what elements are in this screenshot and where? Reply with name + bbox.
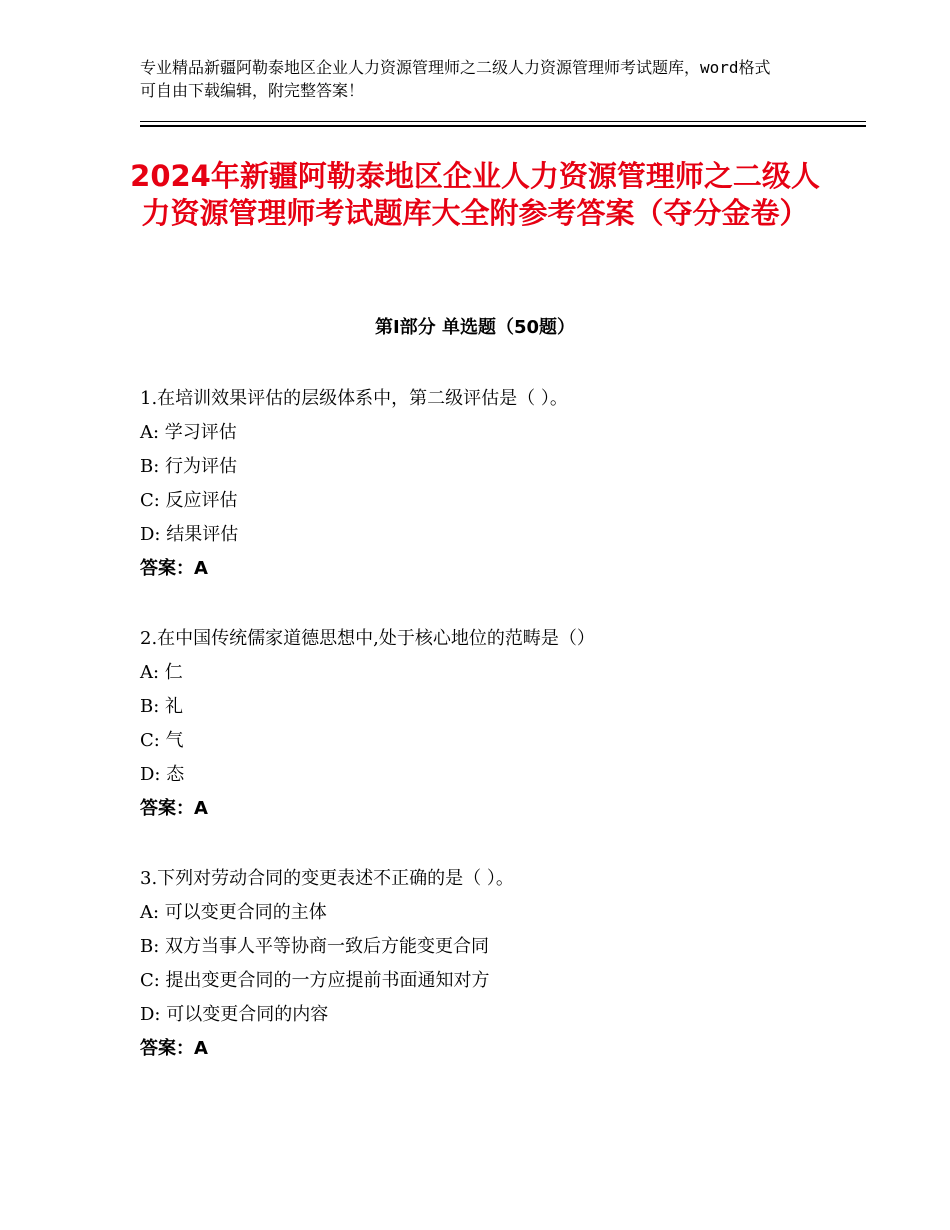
option-c: C: 提出变更合同的一方应提前书面通知对方 <box>140 970 490 991</box>
header-divider-thick <box>140 125 866 127</box>
header-note: 专业精品新疆阿勒泰地区企业人力资源管理师之二级人力资源管理师考试题库，word格式可自由下载编辑，附完整答案！ <box>140 58 771 100</box>
answer-line: 答案：A <box>140 798 208 819</box>
option-a: A: 学习评估 <box>140 422 237 443</box>
question-stem: 2.在中国传统儒家道德思想中,处于核心地位的范畴是（） <box>140 628 595 649</box>
option-a: A: 可以变更合同的主体 <box>140 902 327 923</box>
option-a: A: 仁 <box>140 662 183 683</box>
option-d: D: 结果评估 <box>140 524 239 545</box>
header-divider-thin <box>140 121 866 122</box>
question-list <box>140 382 840 1102</box>
question-stem: 3.下列对劳动合同的变更表述不正确的是（ ）。 <box>140 868 514 889</box>
option-b: B: 行为评估 <box>140 456 238 477</box>
question-3 <box>140 862 840 1066</box>
answer-line: 答案：A <box>140 1038 208 1059</box>
option-b: B: 礼 <box>140 696 184 717</box>
option-d: D: 态 <box>140 764 185 785</box>
answer-line: 答案：A <box>140 558 208 579</box>
option-c: C: 气 <box>140 730 184 751</box>
option-b: B: 双方当事人平等协商一致后方能变更合同 <box>140 936 490 957</box>
section-heading: 第Ⅰ部分 单选题（50题） <box>374 317 575 338</box>
question-stem: 1.在培训效果评估的层级体系中，第二级评估是（ ）。 <box>140 388 568 409</box>
option-d: D: 可以变更合同的内容 <box>140 1004 329 1025</box>
document-title: 2024年新疆阿勒泰地区企业人力资源管理师之二级人力资源管理师考试题库大全附参考答案（夺分金卷） <box>130 159 820 230</box>
question-2 <box>140 622 840 826</box>
question-1 <box>140 382 840 586</box>
option-c: C: 反应评估 <box>140 490 238 511</box>
